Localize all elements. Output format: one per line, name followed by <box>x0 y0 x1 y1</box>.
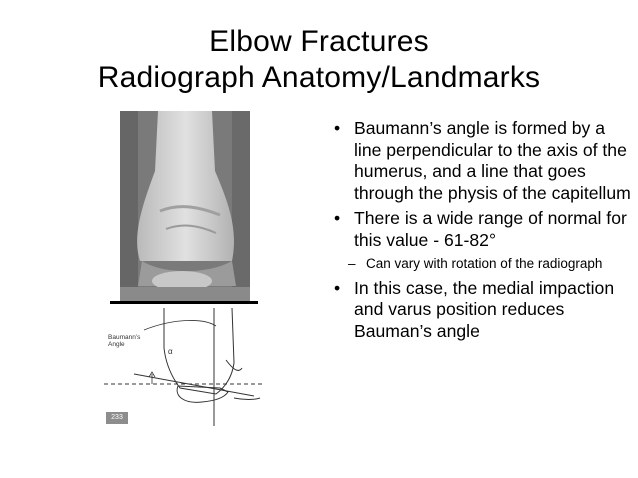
bullet-list <box>336 118 636 346</box>
radiograph-drawing <box>120 111 250 301</box>
diagram-drawing <box>104 308 262 426</box>
title-line-2: Radiograph Anatomy/Landmarks <box>97 61 541 94</box>
bullet-text: Baumann’s angle is formed by a line perpendicular to the axis of the humerus, and a line that goes through the physis of the capitellum <box>354 118 631 203</box>
diagram-label-angle: Angle <box>108 341 125 348</box>
bullet-text: There is a wide range of normal for this value - 61-82° <box>354 208 627 250</box>
bullet-glyph: • <box>334 118 341 138</box>
elbow-radiograph-image <box>120 111 250 301</box>
diagram-label-alpha: α <box>168 347 173 356</box>
bullet-glyph: • <box>334 277 341 298</box>
sub-bullet-text: Can vary with rotation of the radiograph <box>366 255 603 271</box>
diagram-label-baumanns: Baumann’s <box>108 334 141 341</box>
baumanns-angle-diagram <box>104 308 262 426</box>
sub-bullet-item <box>336 256 636 272</box>
bullet-item <box>336 208 636 251</box>
bullet-item <box>336 278 636 343</box>
bullet-text: In this case, the medial impaction and varus position reduces Bauman’s angle <box>354 277 615 341</box>
slide-title <box>0 24 638 96</box>
sub-bullet-glyph: – <box>348 255 356 271</box>
figure-number-badge: 233 <box>106 412 128 424</box>
bullet-glyph: • <box>334 208 341 229</box>
bullet-item <box>336 118 636 204</box>
image-divider-line <box>110 301 258 304</box>
title-line-1: Elbow Fractures <box>209 25 429 58</box>
